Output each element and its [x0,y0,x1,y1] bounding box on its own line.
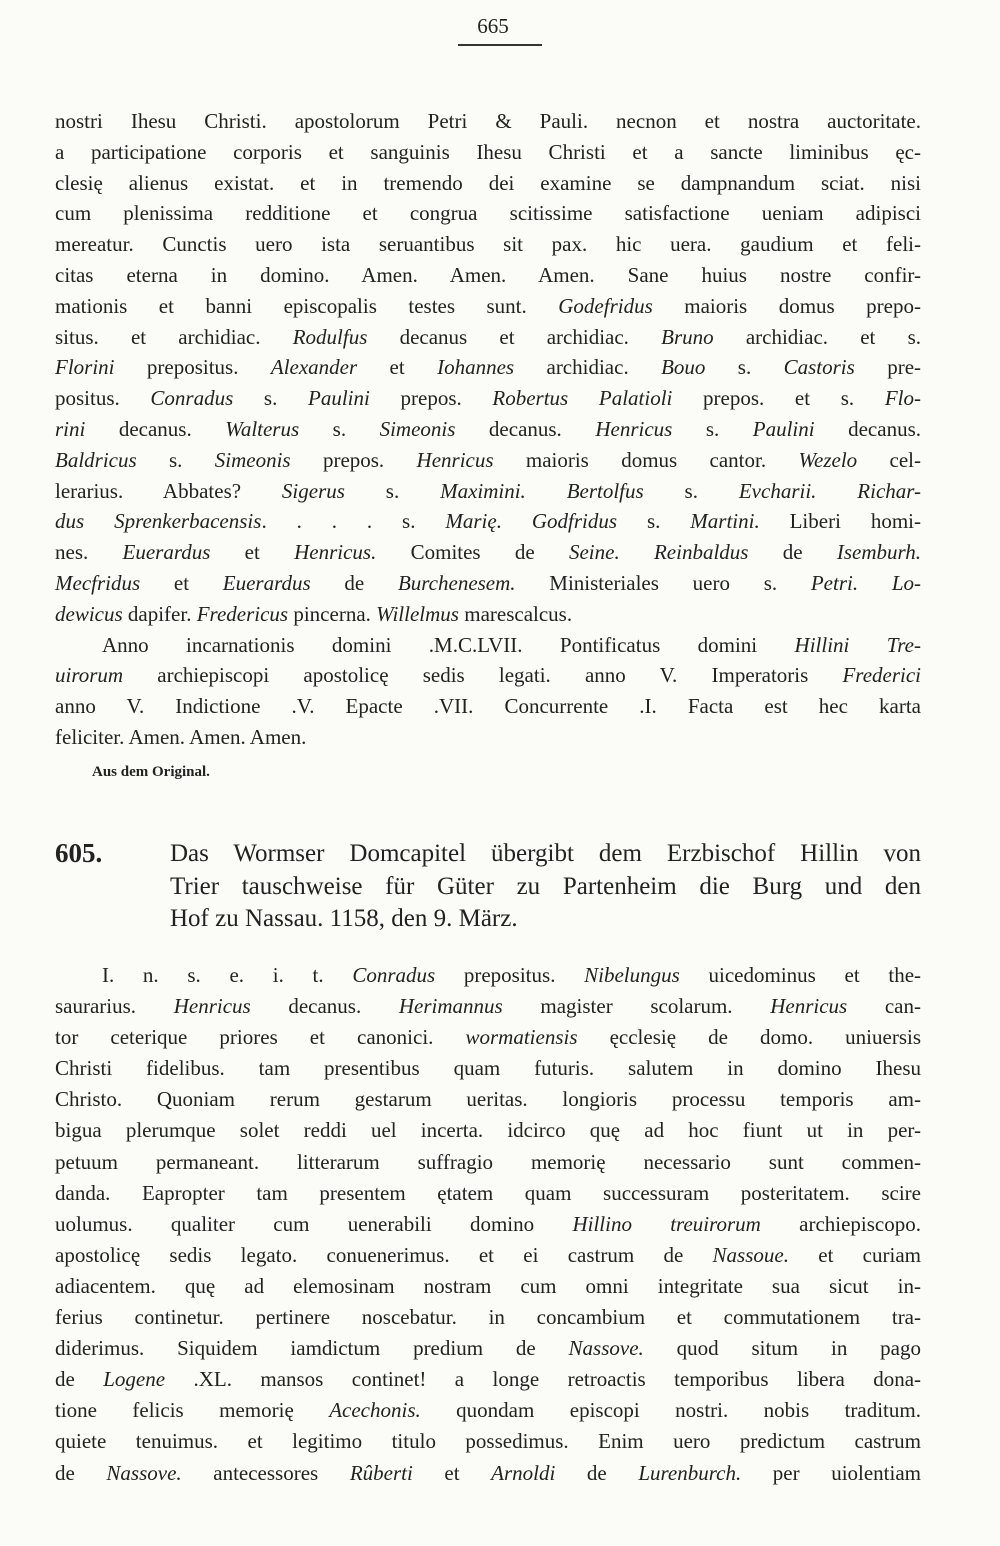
text-run: s. [299,416,380,441]
italic-name: Baldricus [55,447,137,472]
italic-name: Euerardus [222,570,311,595]
text-run: mationis et banni episcopalis testes sunt. [55,293,559,318]
italic-name: Fredericus [196,601,289,626]
text-run: archidiac. [514,355,662,380]
italic-name: Willelmus [376,601,459,626]
italic-name: Simeonis [379,416,456,441]
italic-name: dus Sprenkerbacensis [55,509,262,534]
text-line [55,1458,921,1489]
text-run: apostolicę sedis legato. conuenerimus. et ei castrum de [55,1242,713,1267]
text-line [55,1240,921,1271]
text-run: quondam episcopi nostri. nobis traditum. [420,1398,921,1423]
italic-name: Nassove. [568,1336,644,1361]
document-title-line: Das Wormser Domcapitel übergibt dem Erzbischof Hillin von [170,840,921,867]
italic-name: Reinbaldus [653,540,749,565]
text-line [55,1333,921,1364]
text-run: et [210,540,295,565]
text-line [55,1022,921,1053]
text-line [55,537,921,568]
text-run: s. [705,355,784,380]
text-run: magister scolarum. [502,994,771,1019]
italic-name: rini [55,416,86,441]
text-run [816,479,857,503]
text-line [55,630,921,661]
text-run [858,571,892,595]
text-line [55,722,921,753]
italic-name: Henricus [770,994,848,1019]
italic-name: Nassoue. [712,1242,789,1267]
italic-name: Bertolfus [566,478,644,503]
text-run: decanus. [250,994,399,1019]
text-line [55,106,921,137]
italic-name: Iohannes [437,355,515,380]
text-run: marescalcus. [458,601,573,626]
text-run: positus. [55,386,151,411]
text-run: de [55,1367,104,1392]
italic-name: Hillino treuirorum [572,1211,761,1236]
italic-name: Euerardus [122,540,211,565]
text-run: antecessores [181,1460,350,1485]
text-line [55,476,921,507]
text-run: prepositus. [114,355,271,380]
italic-name: Henricus. [294,540,377,565]
italic-name: dewicus [55,601,123,626]
text-line [55,1147,921,1178]
italic-name: Nassove. [106,1460,182,1485]
italic-name: Paulini [308,386,370,411]
text-run: bigua plerumque solet reddi uel incerta. idcirco quę ad hoc fiunt ut in per- [55,1118,921,1143]
source-note: Aus dem Original. [92,764,210,780]
italic-name: Petri. [810,570,859,595]
text-run: anno V. Indictione .V. Epacte .VII. Concurrente .I. Facta est hec karta [55,694,921,719]
text-run: Ministeriales uero s. [515,570,811,595]
text-line [55,137,921,168]
text-run: de [555,1460,639,1485]
text-line [55,568,921,599]
text-run: ferius continetur. pertinere noscebatur. in concambium et commutationem tra- [55,1305,921,1330]
italic-name: Godefridus [558,293,653,318]
text-run [502,509,532,533]
italic-name: Mecfridus [55,570,141,595]
text-run: s. [617,509,691,534]
text-run: a participatione corporis et sanguinis Ihesu Christi et a sancte liminibus ęc- [55,139,921,164]
italic-name: Bouo [661,355,706,380]
text-run: danda. Eapropter tam presentem ętatem quam successuram posteritatem. scire [55,1180,921,1205]
italic-name: Henricus [173,994,251,1019]
text-line [55,1115,921,1146]
text-run: tor ceterique priores et canonici. [55,1025,466,1050]
text-line [55,414,921,445]
text-run: quod situm in pago [643,1336,921,1361]
text-run: et [140,570,223,595]
text-run: diderimus. Siquidem iamdictum predium de [55,1336,569,1361]
document-number: 605. [55,838,103,868]
text-run: s. [643,478,739,503]
italic-name: Herimannus [398,994,503,1019]
text-run: pincerna. [288,601,377,626]
text-run: lerarius. Abbates? [55,478,282,503]
italic-name: Bruno [661,324,714,349]
text-run: nostri Ihesu Christi. apostolorum Petri & Pauli. necnon et nostra auctoritate. [55,109,921,133]
text-run: Anno incarnationis domini .M.C.LVII. Pontificatus domini [102,632,795,657]
text-line [55,1084,921,1115]
text-line [55,1302,921,1333]
text-run: situs. et archidiac. [55,324,293,349]
text-run: decanus. [455,416,596,441]
text-block-document-605 [55,960,921,1489]
document-title-line: Hof zu Nassau. 1158, den 9. März. [170,905,518,932]
italic-name: Seine. [568,540,620,565]
italic-name: uirorum [55,663,124,688]
text-line [55,291,921,322]
text-run: de [55,1460,107,1485]
text-run: archiepiscopo. [760,1211,921,1236]
italic-name: Castoris [783,355,855,380]
italic-name: Evcharii. [738,478,817,503]
text-run: tione felicis memorię [55,1398,330,1423]
italic-name: Richar- [857,478,922,503]
text-run: cel- [857,447,921,472]
italic-name: Logene [103,1367,166,1392]
italic-name: Frederici [842,663,921,688]
document-title-line: Trier tauschweise für Güter zu Partenheim die Burg und den [170,872,921,900]
text-line [55,1271,921,1302]
text-run: saurarius. [55,994,174,1019]
italic-name: Rûberti [349,1460,413,1485]
italic-name: Burchenesem. [397,570,516,595]
text-run: archidiac. et s. [713,324,921,349]
text-run: mereatur. Cunctis uero ista seruantibus sit pax. hic uera. gaudium et feli- [55,232,921,257]
italic-name: Florini [55,355,115,380]
text-run: .XL. mansos continet! a longe retroactis temporibus libera dona- [165,1367,922,1392]
text-run: s. [233,386,309,411]
italic-name: Alexander [270,355,358,380]
text-run: maioris domus prepo- [652,293,921,318]
italic-name: Simeonis [214,447,291,472]
italic-name: wormatiensis [465,1025,578,1050]
text-run: de [310,570,398,595]
text-run: prepos. [369,386,493,411]
text-run: cum plenissima redditione et congrua scitissime satisfactione ueniam adipisci [55,201,921,226]
text-run: decanus et archidiac. [367,324,662,349]
text-line [55,599,921,630]
text-line [55,1053,921,1084]
text-run: decanus. [85,416,226,441]
italic-name: Henricus [595,416,673,441]
text-run: per uiolentiam [741,1460,922,1485]
text-run: et [357,355,438,380]
text-run: s. [672,416,753,441]
italic-name: Flo- [884,386,921,411]
text-run: s. [136,447,215,472]
italic-name: Walterus [225,416,300,441]
text-run: et [412,1460,492,1485]
text-line [55,352,921,383]
text-line [55,1395,921,1426]
text-line [55,1426,921,1457]
text-run: quiete tenuimus. et legitimo titulo possedimus. Enim uero predictum castrum [55,1429,921,1454]
text-line [55,229,921,260]
text-line [55,322,921,353]
text-run: archiepiscopi apostolicę sedis legati. anno V. Imperatoris [123,663,843,688]
text-run: s. [344,478,441,503]
text-run: I. n. s. e. i. t. [102,963,353,987]
text-line [55,168,921,199]
page-number: 665 [477,14,509,38]
italic-name: Sigerus [281,478,345,503]
text-run [620,540,654,564]
italic-name: Wezelo [798,447,858,472]
text-line [55,660,921,691]
text-run: decanus. [814,416,921,441]
text-line [55,691,921,722]
text-line [55,198,921,229]
italic-name: Arnoldi [491,1460,556,1485]
text-run: ęcclesię de domo. uniuersis [577,1025,921,1050]
italic-name: Paulini [752,416,815,441]
text-line [55,383,921,414]
text-run: Christo. Quoniam rerum gestarum ueritas. longioris processu temporis am- [55,1087,921,1112]
italic-name: Rodulfus [292,324,368,349]
text-line [55,445,921,476]
text-run: . . . . s. [261,509,446,534]
italic-name: Lo- [891,570,922,595]
text-run: uicedominus et the- [679,963,922,987]
text-block-charter-end [55,106,921,753]
text-line [55,1178,921,1209]
text-line [55,960,921,991]
text-line [55,1364,921,1395]
text-run: uolumus. qualiter cum uenerabili domino [55,1211,573,1236]
text-run: nes. [55,540,123,565]
text-run: feliciter. Amen. Amen. Amen. [55,724,307,749]
text-run: dapifer. [122,601,197,626]
text-line [55,506,921,537]
text-run: Christi fidelibus. tam presentibus quam futuris. salutem in domino Ihesu [55,1056,921,1081]
text-run: Comites de [376,540,569,565]
text-run: prepositus. [435,963,585,987]
italic-name: Nibelungus [584,963,680,987]
text-run: de [748,540,837,565]
italic-name: Hillini Tre- [794,632,921,657]
italic-name: Conradus [352,963,436,987]
text-run: adiacentem. quę ad elemosinam nostram cum omni integritate sua sicut in- [55,1273,921,1298]
italic-name: Henricus [416,447,494,472]
italic-name: Isemburh. [836,540,922,565]
italic-name: Marię. [445,509,502,534]
text-line [55,260,921,291]
text-run: Liberi homi- [759,509,921,534]
italic-name: Conradus [150,386,234,411]
italic-name: Lurenburch. [638,1460,742,1485]
italic-name: Martini. [690,509,760,534]
text-run: prepos. et s. [672,386,885,411]
text-run: prepos. [290,447,417,472]
text-run: petuum permaneant. litterarum suffragio memorię necessario sunt commen- [55,1149,921,1174]
page-number-rule [458,44,542,46]
text-run: et curiam [788,1242,921,1267]
italic-name: Godfridus [531,509,618,534]
italic-name: Acechonis. [329,1398,421,1423]
italic-name: Robertus Palatioli [492,386,673,411]
text-line [55,991,921,1022]
text-run [526,479,567,503]
text-run: pre- [854,355,922,380]
text-run: maioris domus cantor. [493,447,799,472]
text-line [55,1209,921,1240]
text-run: citas eterna in domino. Amen. Amen. Amen. Sane huius nostre confir- [55,262,921,287]
italic-name: Maximini. [440,478,526,503]
text-run: can- [847,994,921,1019]
text-run: clesię alienus existat. et in tremendo dei examine se dampnandum sciat. nisi [55,170,921,195]
